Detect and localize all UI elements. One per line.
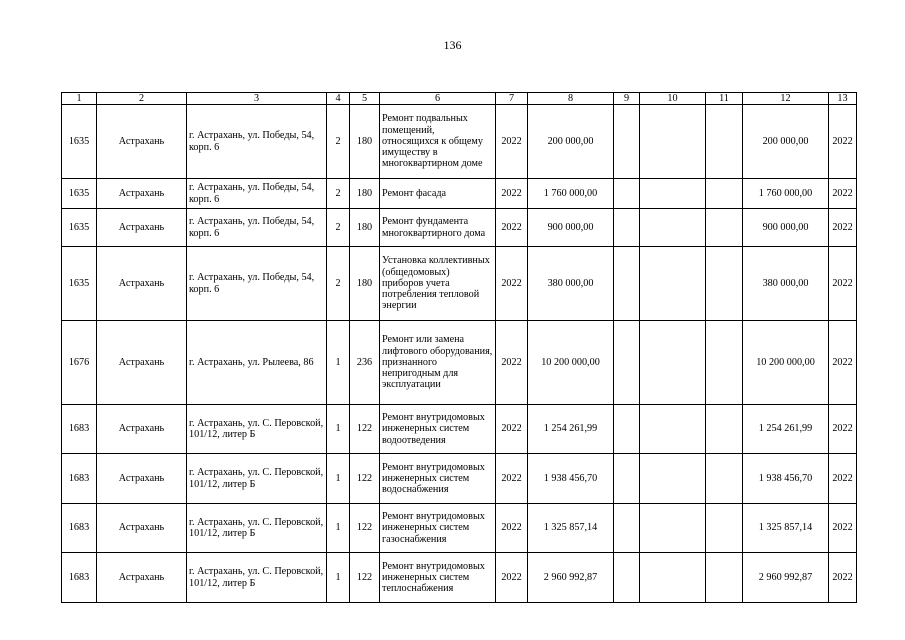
cell-col-12: 2 960 992,87 <box>743 553 829 603</box>
cell-col-13: 2022 <box>829 405 857 454</box>
cell-col-10 <box>640 504 706 553</box>
table-row <box>62 454 857 504</box>
cell-col-6: Ремонт подвальных помещений, относящихся к общему имуществу в многоквартирном доме <box>380 105 496 179</box>
cell-col-7: 2022 <box>496 321 528 405</box>
cell-col-9 <box>614 247 640 321</box>
cell-col-12: 900 000,00 <box>743 209 829 247</box>
cell-col-7: 2022 <box>496 553 528 603</box>
cell-col-1: 1635 <box>62 209 97 247</box>
cell-col-5: 122 <box>350 405 380 454</box>
cell-col-7: 2022 <box>496 179 528 209</box>
cell-col-2: Астрахань <box>97 105 187 179</box>
col-header-6: 6 <box>380 93 496 105</box>
cell-col-13: 2022 <box>829 504 857 553</box>
column-numbers-row <box>62 93 857 105</box>
cell-col-13: 2022 <box>829 105 857 179</box>
cell-col-3: г. Астрахань, ул. С. Перовской, 101/12, литер Б <box>187 504 327 553</box>
cell-col-1: 1683 <box>62 405 97 454</box>
cell-col-4: 2 <box>327 179 350 209</box>
cell-col-13: 2022 <box>829 179 857 209</box>
cell-col-7: 2022 <box>496 454 528 504</box>
cell-col-10 <box>640 321 706 405</box>
cell-col-7: 2022 <box>496 105 528 179</box>
cell-col-8: 1 938 456,70 <box>528 454 614 504</box>
table-row <box>62 179 857 209</box>
cell-col-6: Ремонт фундамента многоквартирного дома <box>380 209 496 247</box>
cell-col-1: 1635 <box>62 247 97 321</box>
cell-col-4: 2 <box>327 209 350 247</box>
cell-col-9 <box>614 321 640 405</box>
col-header-9: 9 <box>614 93 640 105</box>
cell-col-7: 2022 <box>496 405 528 454</box>
cell-col-2: Астрахань <box>97 405 187 454</box>
cell-col-10 <box>640 247 706 321</box>
cell-col-2: Астрахань <box>97 321 187 405</box>
cell-col-7: 2022 <box>496 247 528 321</box>
cell-col-8: 2 960 992,87 <box>528 553 614 603</box>
cell-col-9 <box>614 504 640 553</box>
cell-col-3: г. Астрахань, ул. Рылеева, 86 <box>187 321 327 405</box>
cell-col-2: Астрахань <box>97 247 187 321</box>
col-header-4: 4 <box>327 93 350 105</box>
cell-col-12: 200 000,00 <box>743 105 829 179</box>
cell-col-9 <box>614 553 640 603</box>
cell-col-11 <box>706 553 743 603</box>
cell-col-13: 2022 <box>829 454 857 504</box>
cell-col-4: 1 <box>327 454 350 504</box>
cell-col-9 <box>614 405 640 454</box>
cell-col-12: 1 938 456,70 <box>743 454 829 504</box>
table-row <box>62 553 857 603</box>
cell-col-6: Ремонт внутридомовых инженерных систем водоснабжения <box>380 454 496 504</box>
col-header-2: 2 <box>97 93 187 105</box>
cell-col-6: Установка коллективных (общедомовых) приборов учета потребления тепловой энергии <box>380 247 496 321</box>
table-row <box>62 105 857 179</box>
cell-col-7: 2022 <box>496 209 528 247</box>
col-header-1: 1 <box>62 93 97 105</box>
cell-col-8: 380 000,00 <box>528 247 614 321</box>
cell-col-5: 122 <box>350 504 380 553</box>
cell-col-4: 2 <box>327 105 350 179</box>
cell-col-6: Ремонт внутридомовых инженерных систем газоснабжения <box>380 504 496 553</box>
col-header-10: 10 <box>640 93 706 105</box>
cell-col-1: 1683 <box>62 454 97 504</box>
cell-col-3: г. Астрахань, ул. Победы, 54, корп. 6 <box>187 105 327 179</box>
cell-col-6: Ремонт внутридомовых инженерных систем водоотведения <box>380 405 496 454</box>
table-row <box>62 405 857 454</box>
cell-col-9 <box>614 209 640 247</box>
cell-col-4: 1 <box>327 504 350 553</box>
cell-col-2: Астрахань <box>97 209 187 247</box>
table-row <box>62 321 857 405</box>
cell-col-8: 10 200 000,00 <box>528 321 614 405</box>
cell-col-1: 1683 <box>62 553 97 603</box>
cell-col-9 <box>614 454 640 504</box>
cell-col-3: г. Астрахань, ул. С. Перовской, 101/12, литер Б <box>187 454 327 504</box>
cell-col-11 <box>706 454 743 504</box>
cell-col-6: Ремонт фасада <box>380 179 496 209</box>
col-header-3: 3 <box>187 93 327 105</box>
cell-col-1: 1676 <box>62 321 97 405</box>
cell-col-13: 2022 <box>829 553 857 603</box>
cell-col-2: Астрахань <box>97 504 187 553</box>
cell-col-2: Астрахань <box>97 454 187 504</box>
cell-col-8: 1 325 857,14 <box>528 504 614 553</box>
col-header-5: 5 <box>350 93 380 105</box>
cell-col-13: 2022 <box>829 209 857 247</box>
cell-col-5: 180 <box>350 209 380 247</box>
cell-col-12: 1 325 857,14 <box>743 504 829 553</box>
cell-col-3: г. Астрахань, ул. С. Перовской, 101/12, литер Б <box>187 553 327 603</box>
cell-col-8: 900 000,00 <box>528 209 614 247</box>
cell-col-3: г. Астрахань, ул. Победы, 54, корп. 6 <box>187 179 327 209</box>
repair-program-table <box>61 92 857 603</box>
cell-col-4: 1 <box>327 553 350 603</box>
cell-col-2: Астрахань <box>97 179 187 209</box>
cell-col-10 <box>640 405 706 454</box>
col-header-8: 8 <box>528 93 614 105</box>
cell-col-9 <box>614 179 640 209</box>
cell-col-6: Ремонт внутридомовых инженерных систем теплоснабжения <box>380 553 496 603</box>
cell-col-9 <box>614 105 640 179</box>
table-row <box>62 209 857 247</box>
cell-col-5: 180 <box>350 179 380 209</box>
cell-col-12: 380 000,00 <box>743 247 829 321</box>
cell-col-5: 180 <box>350 105 380 179</box>
cell-col-8: 1 254 261,99 <box>528 405 614 454</box>
cell-col-1: 1683 <box>62 504 97 553</box>
cell-col-2: Астрахань <box>97 553 187 603</box>
col-header-13: 13 <box>829 93 857 105</box>
cell-col-10 <box>640 553 706 603</box>
cell-col-4: 1 <box>327 321 350 405</box>
cell-col-10 <box>640 179 706 209</box>
cell-col-11 <box>706 405 743 454</box>
cell-col-12: 10 200 000,00 <box>743 321 829 405</box>
cell-col-12: 1 254 261,99 <box>743 405 829 454</box>
cell-col-5: 180 <box>350 247 380 321</box>
cell-col-11 <box>706 209 743 247</box>
cell-col-8: 1 760 000,00 <box>528 179 614 209</box>
cell-col-4: 1 <box>327 405 350 454</box>
cell-col-1: 1635 <box>62 179 97 209</box>
cell-col-11 <box>706 321 743 405</box>
cell-col-11 <box>706 247 743 321</box>
table-row <box>62 504 857 553</box>
cell-col-11 <box>706 105 743 179</box>
cell-col-3: г. Астрахань, ул. Победы, 54, корп. 6 <box>187 209 327 247</box>
cell-col-13: 2022 <box>829 247 857 321</box>
cell-col-6: Ремонт или замена лифтового оборудования, признанного непригодным для эксплуатации <box>380 321 496 405</box>
cell-col-10 <box>640 209 706 247</box>
cell-col-12: 1 760 000,00 <box>743 179 829 209</box>
col-header-7: 7 <box>496 93 528 105</box>
col-header-11: 11 <box>706 93 743 105</box>
cell-col-11 <box>706 504 743 553</box>
cell-col-4: 2 <box>327 247 350 321</box>
cell-col-5: 122 <box>350 454 380 504</box>
cell-col-13: 2022 <box>829 321 857 405</box>
cell-col-11 <box>706 179 743 209</box>
cell-col-5: 122 <box>350 553 380 603</box>
cell-col-1: 1635 <box>62 105 97 179</box>
cell-col-10 <box>640 105 706 179</box>
table-row <box>62 247 857 321</box>
cell-col-3: г. Астрахань, ул. Победы, 54, корп. 6 <box>187 247 327 321</box>
cell-col-7: 2022 <box>496 504 528 553</box>
cell-col-5: 236 <box>350 321 380 405</box>
cell-col-8: 200 000,00 <box>528 105 614 179</box>
cell-col-10 <box>640 454 706 504</box>
col-header-12: 12 <box>743 93 829 105</box>
page-number: 136 <box>443 38 462 52</box>
cell-col-3: г. Астрахань, ул. С. Перовской, 101/12, литер Б <box>187 405 327 454</box>
